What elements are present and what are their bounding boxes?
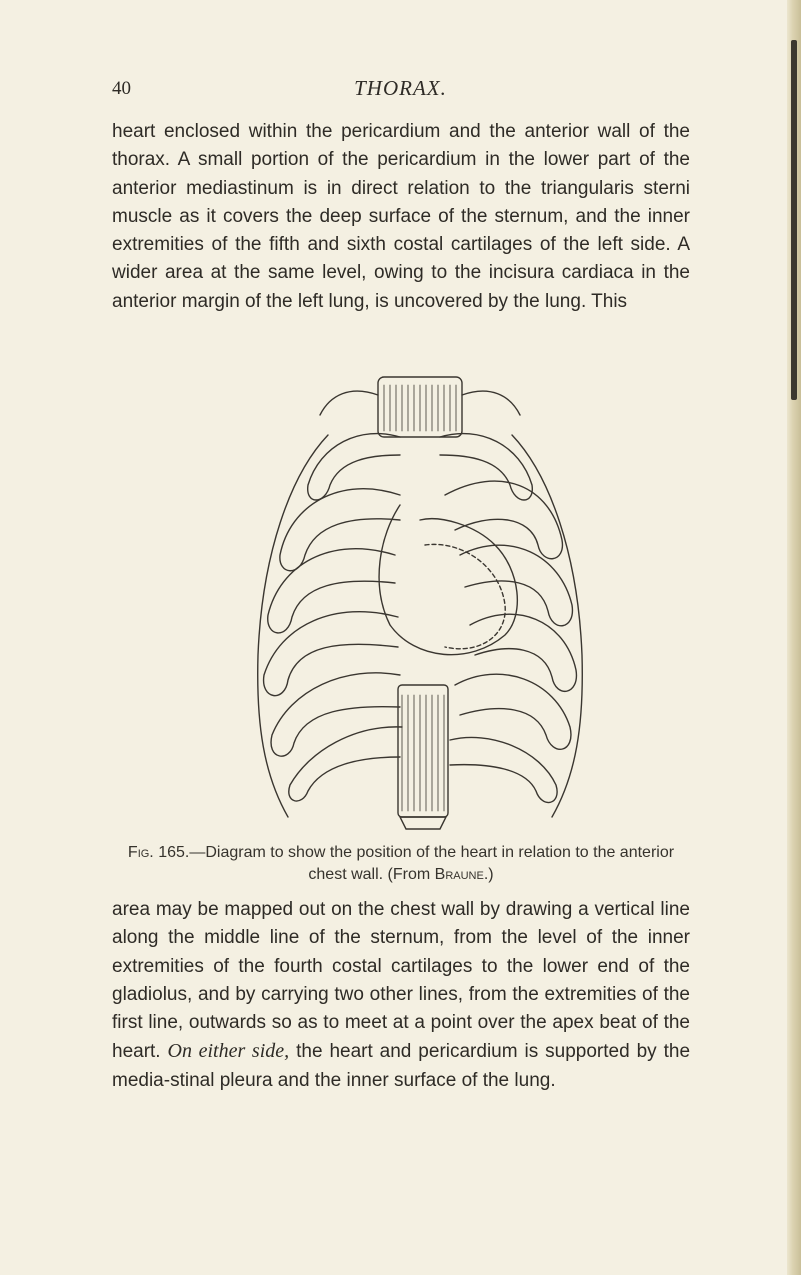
paragraph-2-end: the heart and pericardium is supported by the media-stinal pleura and the inner surface of the lung. — [112, 1041, 691, 1091]
xiphoid — [400, 817, 446, 829]
paragraph-2 — [112, 896, 690, 1095]
page-header — [0, 78, 801, 108]
left-clavicle — [320, 391, 378, 415]
left-rib-1 — [308, 434, 400, 500]
caption-end: .) — [483, 866, 494, 883]
right-rib-5 — [455, 674, 571, 749]
left-rib-3 — [268, 549, 395, 633]
figure-165 — [250, 355, 590, 830]
right-rib-2 — [445, 481, 562, 559]
figure-caption — [112, 842, 690, 886]
right-clavicle — [462, 391, 520, 415]
left-rib-6 — [289, 727, 402, 801]
running-head: THORAX. — [354, 76, 447, 100]
paragraph-2-start: area may be mapped out on the chest wall by drawing a vertical line along the middle line of the sternum, from the level of the inner extremities of the fourth costal cartilages to the lower end of the gladiolus, and by carrying two other lines, from the extremities of the first line, outwards so as to meet at a point over the apex beat of the heart. — [112, 899, 690, 1063]
page-number: 40 — [112, 78, 131, 99]
left-rib-2 — [280, 489, 400, 571]
caption-fig-number: Fig. 165. — [127, 844, 190, 861]
gladiolus-striations — [402, 695, 444, 811]
gladiolus — [398, 685, 448, 817]
right-rib-6 — [450, 737, 557, 802]
left-rib-4 — [264, 612, 398, 696]
heart-dashed-boundary — [425, 544, 505, 648]
paragraph-2-italic: On either side, — [167, 1040, 290, 1063]
paragraph-1: heart enclosed within the pericardium and the anterior wall of the thorax. A small portion of the pericardium in the lower part of the anterior mediastinum is in direct relation to the triangularis sterni muscle as it covers the deep surface of the sternum, and the inner extremities of the fifth and sixth costal cartilages of the left side. A wider area at the same level, owing to the incisura cardiaca in the anterior margin of the left lung, is uncovered by the lung. This — [112, 121, 690, 312]
manubrium-striations — [384, 385, 456, 431]
rib-cage-outline — [258, 435, 328, 817]
page-edge — [787, 0, 801, 1275]
thorax-heart-diagram — [250, 355, 590, 830]
left-rib-5 — [271, 673, 400, 756]
caption-source: Braune — [434, 866, 484, 883]
caption-text: —Diagram to show the position of the heart in relation to the anterior chest wall. (From — [189, 844, 675, 883]
